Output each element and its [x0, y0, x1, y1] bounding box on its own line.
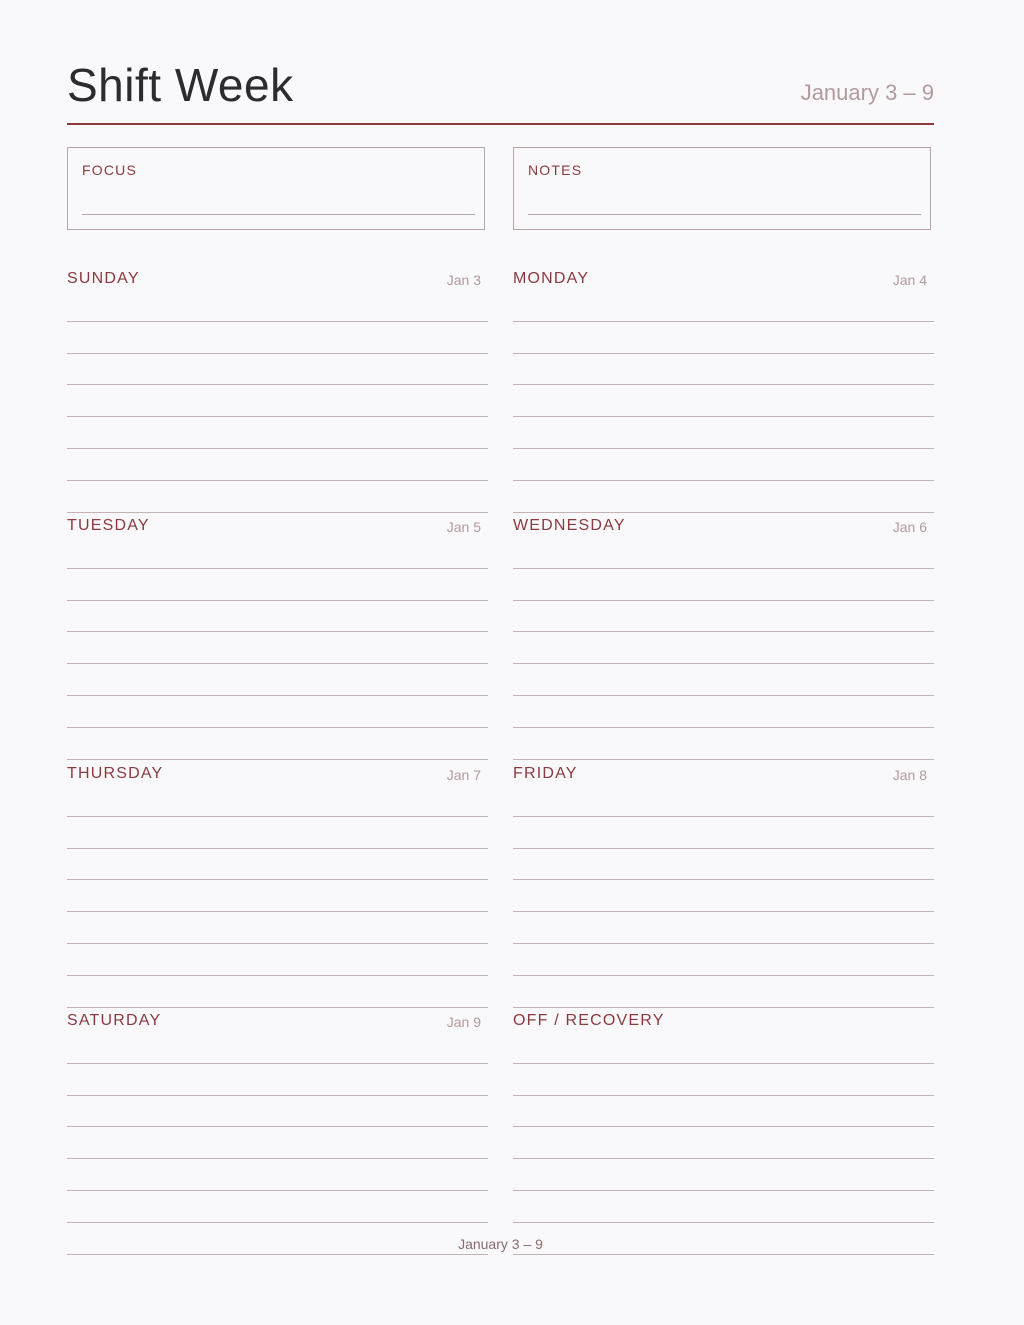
- writing-line[interactable]: [513, 568, 934, 569]
- day-name: THURSDAY: [67, 765, 164, 782]
- footer-date-range: January 3 – 9: [458, 1236, 543, 1252]
- writing-line[interactable]: [513, 816, 934, 817]
- writing-line[interactable]: [513, 848, 934, 849]
- writing-line[interactable]: [67, 911, 488, 912]
- day-name: FRIDAY: [513, 765, 578, 782]
- day-date: Jan 9: [446, 1014, 481, 1030]
- day-name: WEDNESDAY: [513, 517, 626, 534]
- writing-line[interactable]: [67, 695, 488, 696]
- day-section-friday: [513, 765, 934, 1015]
- writing-line[interactable]: [67, 848, 488, 849]
- day-section-off-recovery: [513, 1012, 934, 1262]
- writing-line[interactable]: [513, 911, 934, 912]
- day-name: SATURDAY: [67, 1012, 162, 1029]
- writing-line[interactable]: [513, 1007, 934, 1008]
- writing-line[interactable]: [513, 695, 934, 696]
- notes-label: NOTES: [528, 162, 583, 178]
- writing-line[interactable]: [67, 1126, 488, 1127]
- writing-line[interactable]: [67, 1007, 488, 1008]
- writing-line[interactable]: [67, 943, 488, 944]
- writing-line[interactable]: [67, 384, 488, 385]
- footer-rule-left: [67, 1254, 488, 1255]
- writing-line[interactable]: [513, 1222, 934, 1223]
- writing-line[interactable]: [67, 512, 488, 513]
- writing-line[interactable]: [513, 600, 934, 601]
- day-date: Jan 7: [446, 767, 481, 783]
- writing-line[interactable]: [513, 1126, 934, 1127]
- writing-line[interactable]: [67, 1222, 488, 1223]
- writing-line[interactable]: [513, 384, 934, 385]
- writing-line[interactable]: [67, 727, 488, 728]
- focus-box[interactable]: [67, 147, 485, 230]
- focus-label: FOCUS: [82, 162, 137, 178]
- writing-line[interactable]: [513, 631, 934, 632]
- writing-line[interactable]: [513, 879, 934, 880]
- writing-line[interactable]: [513, 512, 934, 513]
- day-section-saturday: [67, 1012, 488, 1262]
- day-section-tuesday: [67, 517, 488, 767]
- writing-line[interactable]: [513, 1095, 934, 1096]
- writing-line[interactable]: [513, 727, 934, 728]
- writing-line[interactable]: [67, 1063, 488, 1064]
- notes-box[interactable]: [513, 147, 931, 230]
- day-name: SUNDAY: [67, 270, 140, 287]
- writing-line[interactable]: [513, 1158, 934, 1159]
- writing-line[interactable]: [513, 353, 934, 354]
- writing-line[interactable]: [67, 663, 488, 664]
- planner-page: [67, 0, 934, 1325]
- writing-line[interactable]: [513, 1190, 934, 1191]
- day-section-thursday: [67, 765, 488, 1015]
- writing-line[interactable]: [67, 321, 488, 322]
- day-name: OFF / RECOVERY: [513, 1012, 665, 1029]
- writing-line[interactable]: [67, 631, 488, 632]
- writing-line[interactable]: [513, 663, 934, 664]
- writing-line[interactable]: [67, 1095, 488, 1096]
- writing-line[interactable]: [67, 600, 488, 601]
- writing-line[interactable]: [67, 353, 488, 354]
- writing-line[interactable]: [513, 975, 934, 976]
- header-date-range: January 3 – 9: [800, 80, 934, 105]
- writing-line[interactable]: [67, 975, 488, 976]
- writing-line[interactable]: [513, 416, 934, 417]
- day-date: Jan 3: [446, 272, 481, 288]
- writing-line[interactable]: [67, 448, 488, 449]
- day-date: Jan 4: [892, 272, 927, 288]
- day-name: TUESDAY: [67, 517, 150, 534]
- notes-writing-line: [528, 214, 921, 215]
- day-section-monday: [513, 270, 934, 520]
- writing-line[interactable]: [67, 568, 488, 569]
- writing-line[interactable]: [513, 1063, 934, 1064]
- writing-line[interactable]: [67, 816, 488, 817]
- writing-line[interactable]: [67, 1190, 488, 1191]
- writing-line[interactable]: [67, 759, 488, 760]
- day-section-wednesday: [513, 517, 934, 767]
- writing-line[interactable]: [67, 416, 488, 417]
- header-rule: [67, 123, 934, 125]
- day-name: MONDAY: [513, 270, 590, 287]
- writing-line[interactable]: [513, 759, 934, 760]
- writing-line[interactable]: [513, 448, 934, 449]
- page-title: Shift Week: [67, 59, 294, 111]
- writing-line[interactable]: [67, 480, 488, 481]
- writing-line[interactable]: [67, 879, 488, 880]
- day-date: Jan 5: [446, 519, 481, 535]
- day-date: Jan 6: [892, 519, 927, 535]
- writing-line[interactable]: [513, 480, 934, 481]
- focus-writing-line: [82, 214, 475, 215]
- writing-line[interactable]: [513, 321, 934, 322]
- writing-line[interactable]: [513, 943, 934, 944]
- day-date: Jan 8: [892, 767, 927, 783]
- writing-line[interactable]: [67, 1158, 488, 1159]
- footer-rule-right: [513, 1254, 934, 1255]
- day-section-sunday: [67, 270, 488, 520]
